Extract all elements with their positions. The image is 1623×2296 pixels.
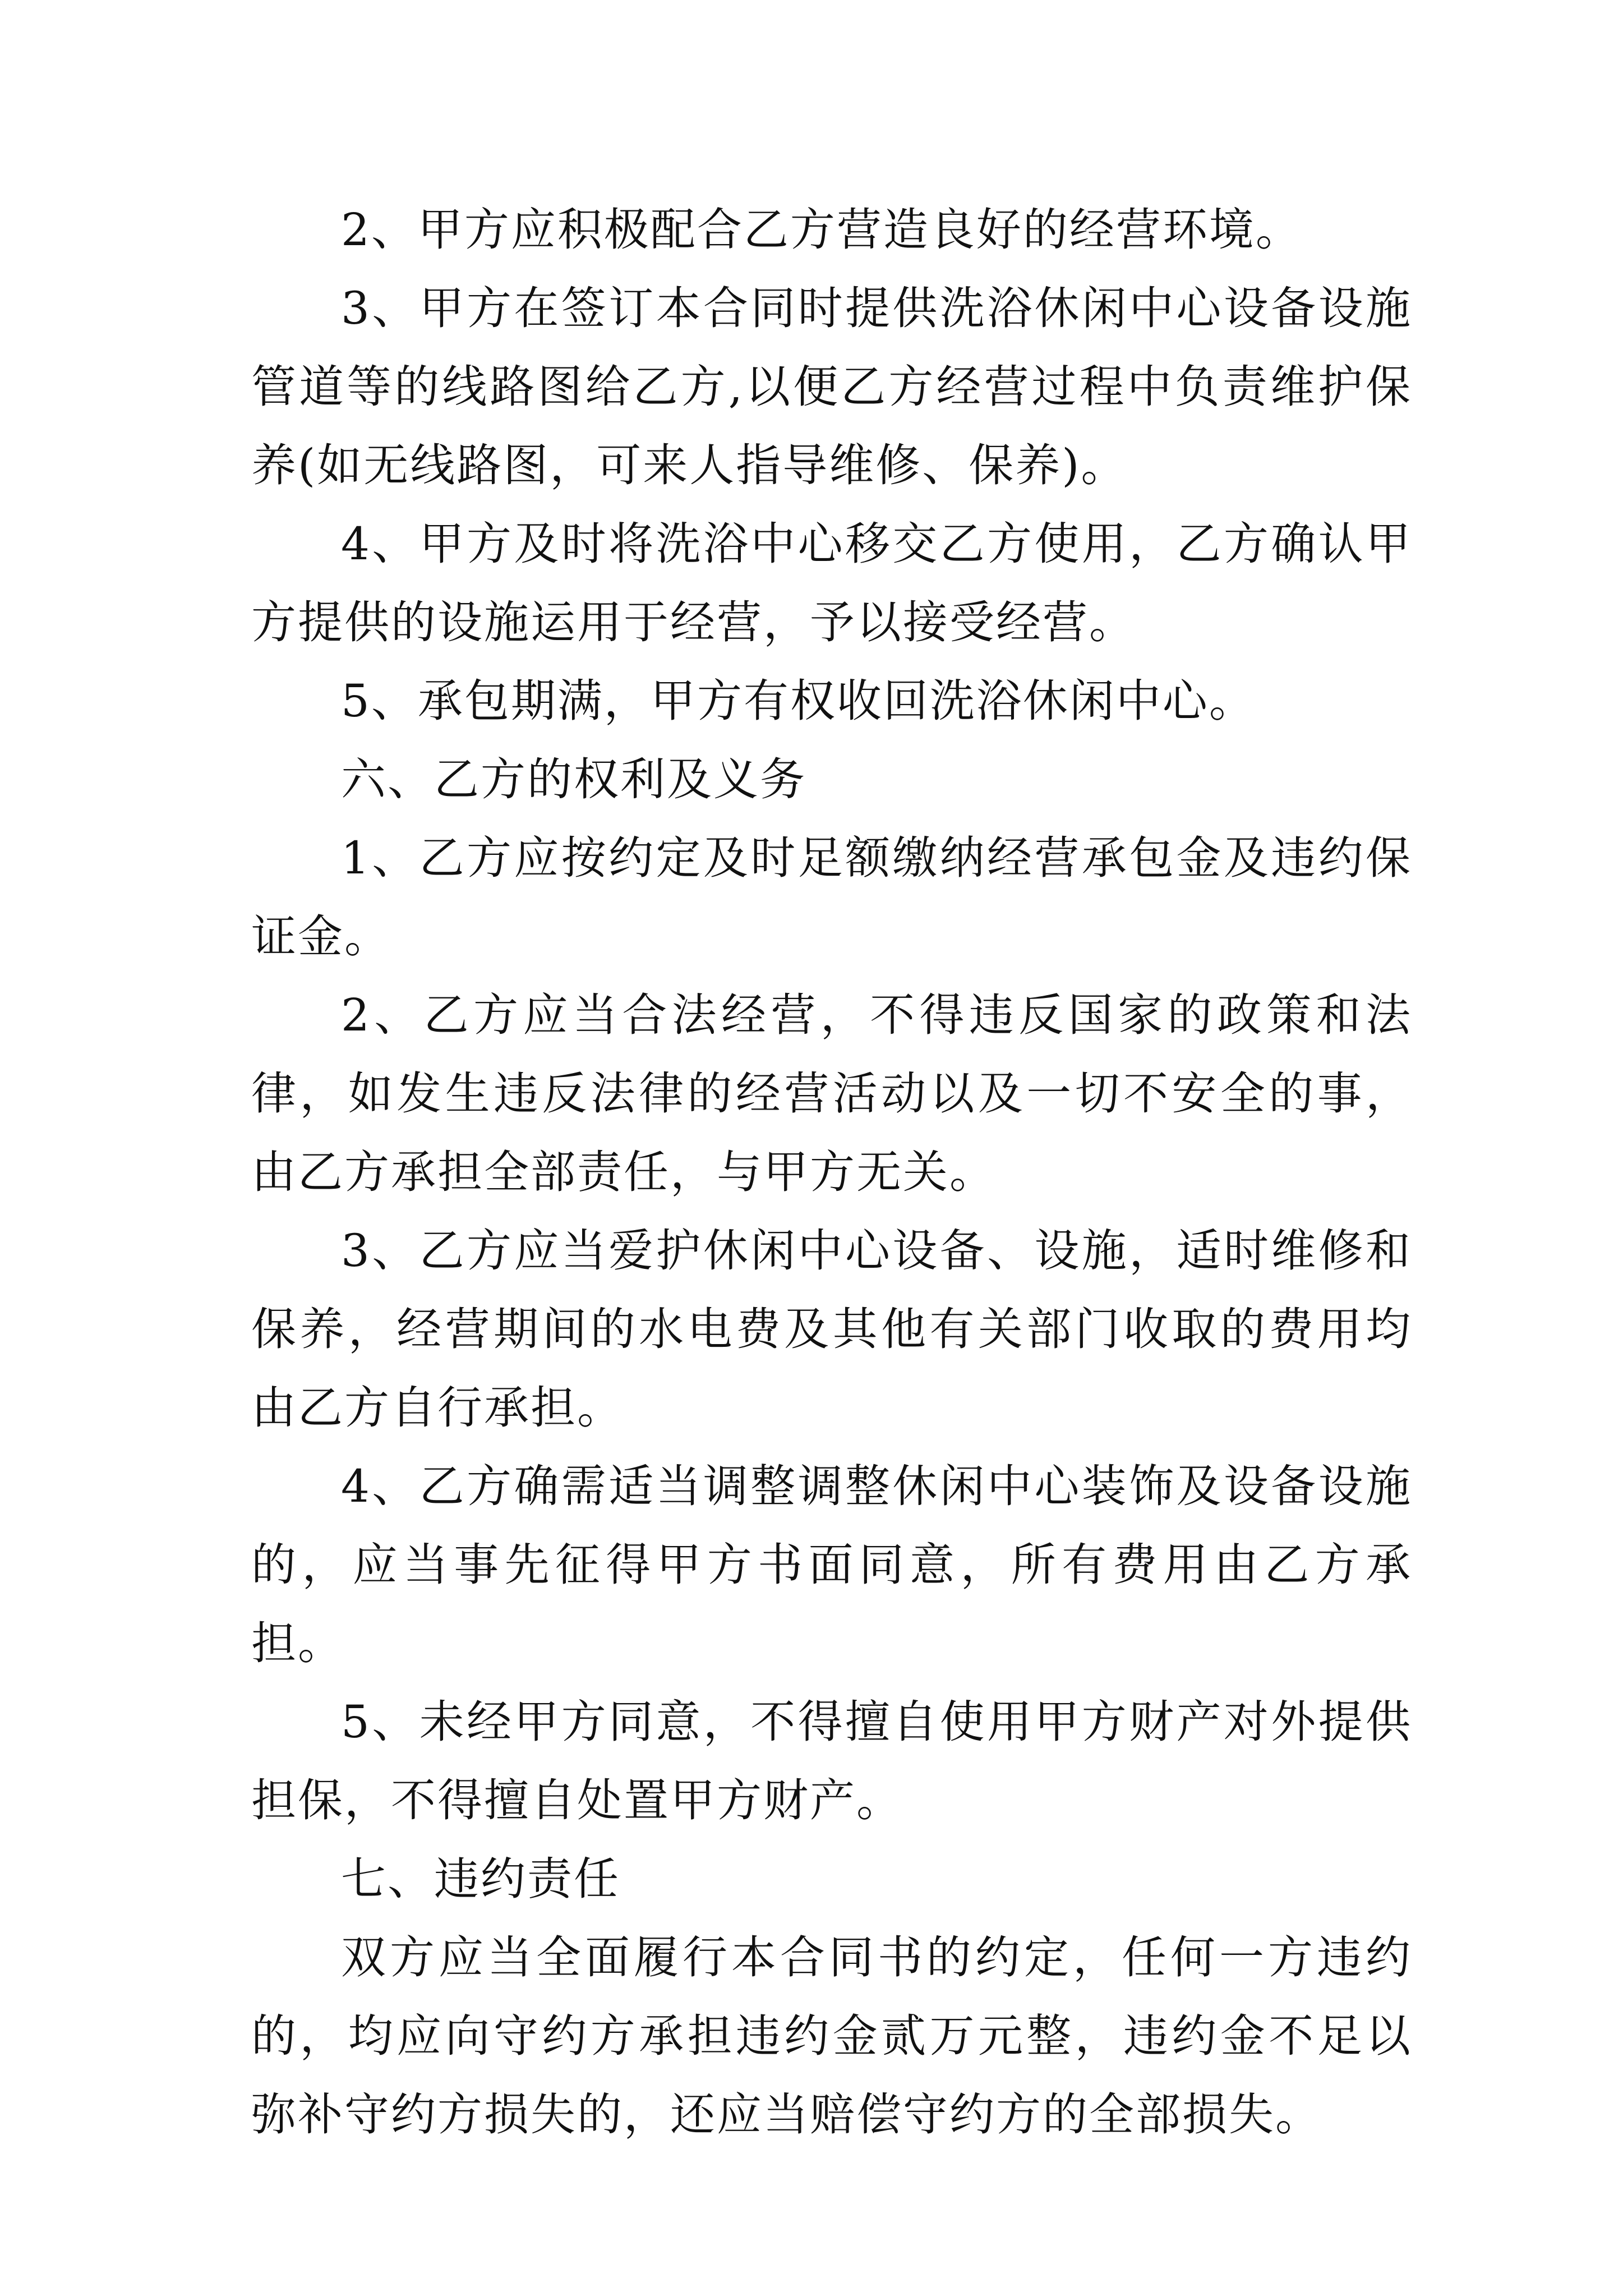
section-heading: 六、乙方的权利及义务 <box>341 753 806 806</box>
document-body <box>251 191 1412 2154</box>
clause-paragraph: 1、乙方应按约定及时足额缴纳经营承包金及违约保证金。 <box>251 832 1412 963</box>
clause-paragraph: 双方应当全面履行本合同书的约定，任何一方违约的，均应向守约方承担违约金贰万元整，违约金不足以弥补守约方损失的，还应当赔偿守约方的全部损失。 <box>251 1931 1412 2141</box>
clause-paragraph: 5、未经甲方同意，不得擅自使用甲方财产对外提供担保，不得擅自处置甲方财产。 <box>251 1696 1412 1826</box>
section-heading: 七、违约责任 <box>341 1853 620 1905</box>
clause-paragraph: 4、乙方确需适当调整调整休闲中心装饰及设备设施的，应当事先征得甲方书面同意，所有费用由乙方承担。 <box>251 1460 1412 1669</box>
clause-paragraph: 3、乙方应当爱护休闲中心设备、设施，适时维修和保养，经营期间的水电费及其他有关部门收取的费用均由乙方自行承担。 <box>251 1225 1412 1434</box>
clause-paragraph: 3、甲方在签订本合同时提供洗浴休闲中心设备设施管道等的线路图给乙方,以便乙方经营过程中负责维护保养(如无线路图，可来人指导维修、保养)。 <box>251 282 1412 491</box>
clause-paragraph: 5、承包期满，甲方有权收回洗浴休闲中心。 <box>341 675 1256 727</box>
clause-paragraph: 2、乙方应当合法经营，不得违反国家的政策和法律，如发生违反法律的经营活动以及一切不安全的事，由乙方承担全部责任，与甲方无关。 <box>251 989 1412 1198</box>
clause-paragraph: 4、甲方及时将洗浴中心移交乙方使用，乙方确认甲方提供的设施运用于经营，予以接受经营。 <box>251 518 1412 648</box>
clause-paragraph: 2、甲方应积极配合乙方营造良好的经营环境。 <box>341 204 1302 256</box>
